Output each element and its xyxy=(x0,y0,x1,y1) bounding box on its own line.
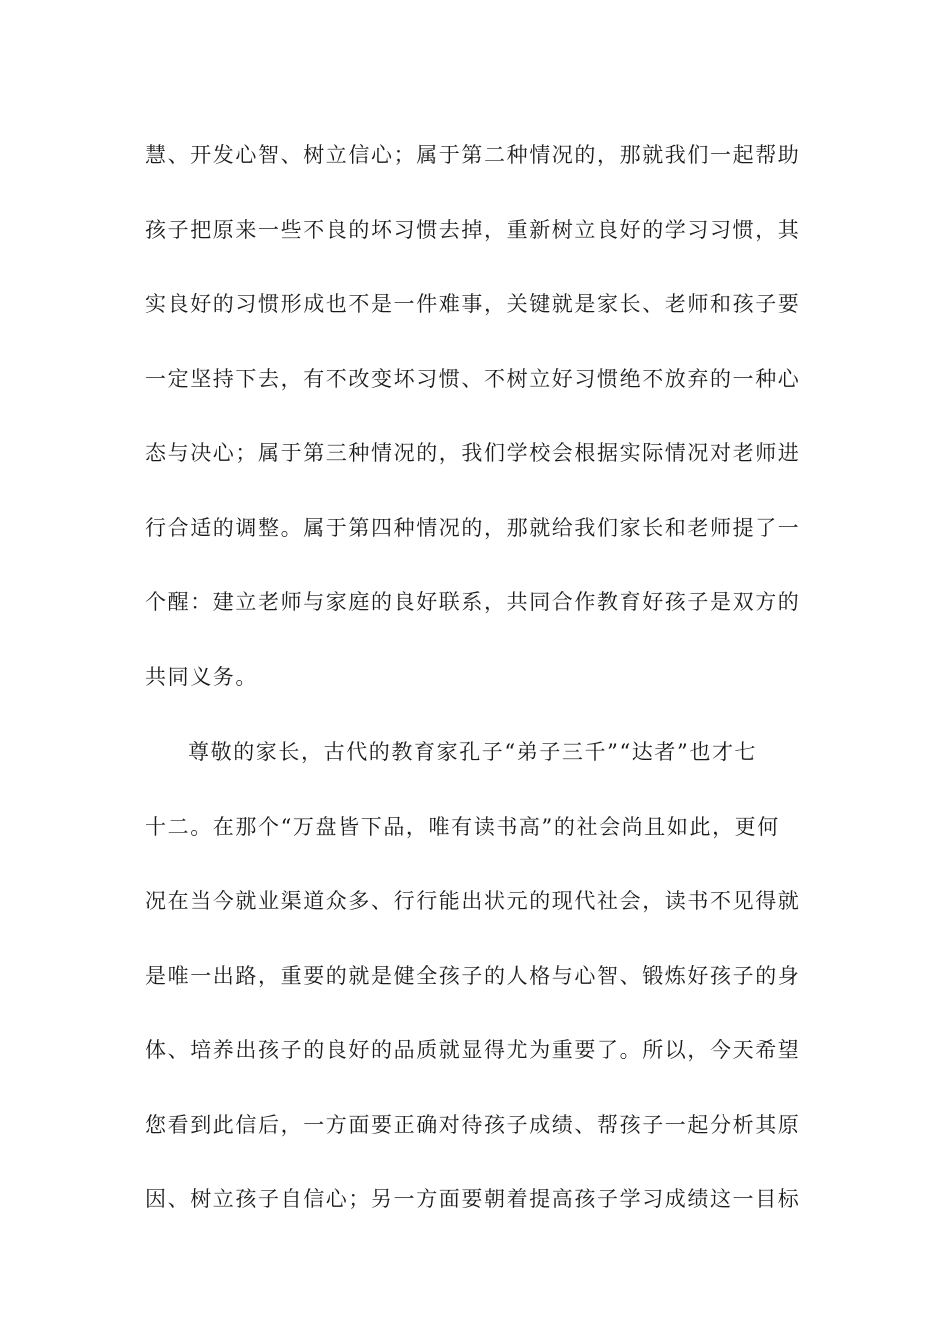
paragraph-2-line: 是唯一出路，重要的就是健全孩子的人格与心智、锻炼好孩子的身 xyxy=(145,963,801,988)
paragraph-2-line: 况在当今就业渠道众多、行行能出状元的现代社会，读书不见得就 xyxy=(145,889,801,913)
paragraph-1-line: 态与决心；属于第三种情况的，我们学校会根据实际情况对老师进 xyxy=(145,441,801,465)
paragraph-1-line: 孩子把原来一些不良的坏习惯去掉，重新树立良好的学习习惯，其 xyxy=(145,217,801,242)
paragraph-2 xyxy=(145,715,807,1237)
paragraph-2-line: 因、树立孩子自信心；另一方面要朝着提高孩子学习成绩这一目标 xyxy=(145,1187,801,1211)
paragraph-1-line: 共同义务。 xyxy=(145,664,258,689)
paragraph-2-line: 您看到此信后，一方面要正确对待孩子成绩、帮孩子一起分析其原 xyxy=(145,1112,801,1137)
paragraph-2-line: 尊敬的家长，古代的教育家孔子“弟子三千”“达者”也才七 xyxy=(188,740,758,764)
paragraph-2-line: 十二。在那个“万盘皆下品，唯有读书高”的社会尚且如此，更何 xyxy=(145,814,780,839)
paragraph-1-line: 实良好的习惯形成也不是一件难事，关键就是家长、老师和孩子要 xyxy=(145,292,801,316)
paragraph-1 xyxy=(145,118,807,714)
paragraph-1-line: 个醒：建立老师与家庭的良好联系，共同合作教育好孩子是双方的 xyxy=(145,590,801,614)
paragraph-1-line: 行合适的调整。属于第四种情况的，那就给我们家长和老师提了一 xyxy=(145,515,801,540)
paragraph-1-line: 慧、开发心智、树立信心；属于第二种情况的，那就我们一起帮助 xyxy=(145,143,801,167)
paragraph-2-line: 体、培养出孩子的良好的品质就显得尤为重要了。所以，今天希望 xyxy=(145,1038,801,1062)
paragraph-1-line: 一定坚持下去，有不改变坏习惯、不树立好习惯绝不放弃的一种心 xyxy=(145,366,801,391)
